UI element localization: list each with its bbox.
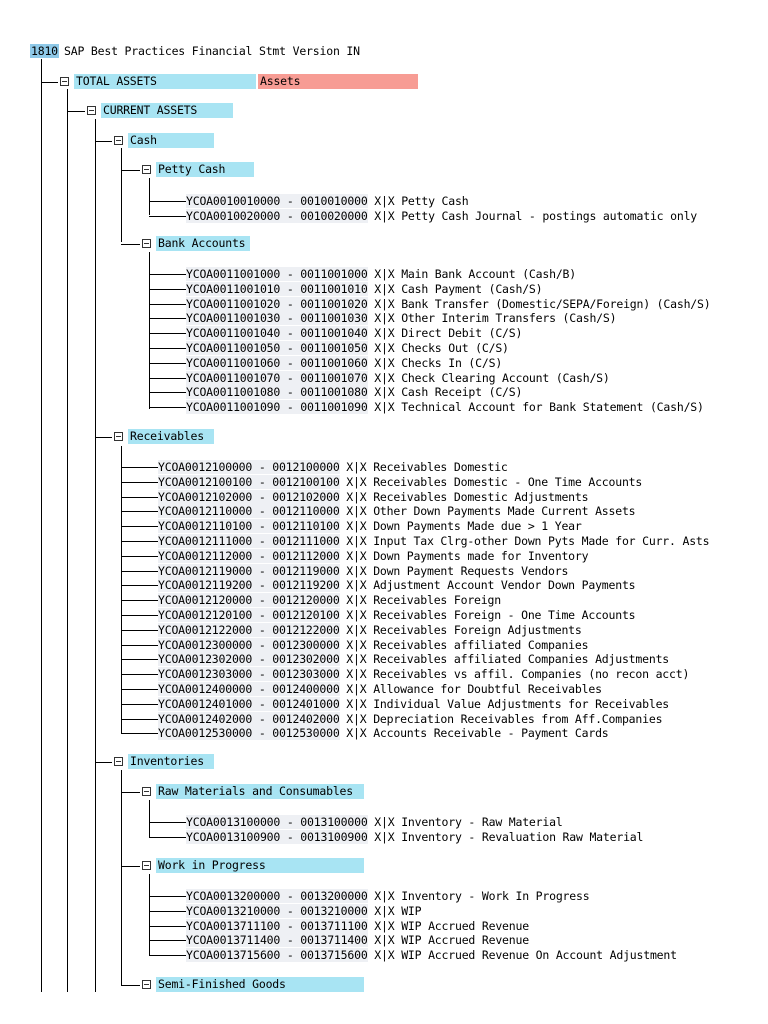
gl-account-text: Allowance for Doubtful Receivables [373,682,602,696]
collapse-icon[interactable] [60,77,69,86]
tree-line [121,615,158,616]
tree-line [121,792,140,793]
gl-account-range: YCOA0011001010 - 0011001010 [186,282,368,296]
tree-line [149,940,186,941]
gl-account-range: YCOA0011001060 - 0011001060 [186,356,368,370]
gl-account-text: Receivables Foreign - One Time Accounts [373,608,636,622]
debit-credit-flags: X|X [346,623,367,637]
gl-account-row[interactable] [186,282,542,296]
tree-line [149,837,186,838]
gl-account-text: Accounts Receivable - Payment Cards [373,726,609,740]
tree-line [149,874,150,956]
gl-account-range: YCOA0012110000 - 0012110000 [158,504,340,518]
tree-line [121,585,158,586]
debit-credit-flags: X|X [374,209,395,223]
gl-account-text: Inventory - Raw Material [401,815,563,829]
tree-line [149,274,186,275]
gl-account-text: Down Payments made for Inventory [373,549,589,563]
gl-account-row[interactable] [186,311,616,325]
gl-account-text: Receivables Domestic - One Time Accounts [373,475,643,489]
gl-account-row[interactable] [158,564,568,578]
debit-credit-flags: X|X [374,356,395,370]
gl-account-range: YCOA0012530000 - 0012530000 [158,726,340,740]
tree-line [149,333,186,334]
gl-account-text: Depreciation Receivables from Aff.Companies [373,712,663,726]
tree-line [149,289,186,290]
gl-account-row[interactable] [186,297,710,311]
tree-line [149,800,150,837]
tree-line [121,689,158,690]
gl-account-row[interactable] [158,504,635,518]
gl-account-range: YCOA0013210000 - 0013210000 [186,904,368,918]
gl-account-range: YCOA0011001000 - 0011001000 [186,267,368,281]
gl-account-range: YCOA0011001050 - 0011001050 [186,341,368,355]
collapse-icon[interactable] [114,757,123,766]
gl-account-text: Receivables affiliated Companies Adjustments [373,652,670,666]
gl-account-text: Direct Debit (C/S) [401,326,523,340]
node-petty-cash[interactable]: Petty Cash [156,162,254,177]
tree-line [149,201,186,202]
tree-line [121,659,158,660]
tree-line [149,252,150,409]
debit-credit-flags: X|X [374,311,395,325]
gl-account-range: YCOA0012402000 - 0012402000 [158,712,340,726]
gl-account-text: Down Payment Requests Vendors [373,564,569,578]
gl-account-row[interactable] [158,638,588,652]
gl-account-text: Bank Transfer (Domestic/SEPA/Foreign) (Cash/S) [401,297,711,311]
node-inventories[interactable]: Inventories [128,754,214,769]
gl-account-row[interactable] [158,697,669,711]
tree-line [121,630,158,631]
tree-line [121,482,158,483]
debit-credit-flags: X|X [374,282,395,296]
gl-account-range: YCOA0013100000 - 0013100000 [186,815,368,829]
tree-line [121,446,122,734]
tree-line [121,600,158,601]
collapse-icon[interactable] [114,432,123,441]
tree-line [121,526,158,527]
tree-line [121,541,158,542]
gl-account-range: YCOA0012100000 - 0012100000 [158,460,340,474]
gl-account-row[interactable] [158,490,588,504]
gl-account-range: YCOA0012401000 - 0012401000 [158,697,340,711]
gl-account-row[interactable] [186,889,589,903]
node-total-assets[interactable]: TOTAL ASSETS [74,74,256,89]
fsv-id: 1810 [31,44,58,58]
gl-account-range: YCOA0012120100 - 0012120100 [158,608,340,622]
gl-account-range: YCOA0013200000 - 0013200000 [186,889,368,903]
node-bank-accounts[interactable]: Bank Accounts [156,236,250,251]
gl-account-row[interactable] [186,326,522,340]
gl-account-row[interactable] [158,667,689,681]
gl-account-text: Petty Cash [401,194,469,208]
gl-account-row[interactable] [158,534,709,548]
gl-account-range: YCOA0012302000 - 0012302000 [158,652,340,666]
tree-line [149,363,186,364]
gl-account-range: YCOA0011001080 - 0011001080 [186,385,368,399]
debit-credit-flags: X|X [374,919,395,933]
debit-credit-flags: X|X [346,608,367,622]
fsv-title: SAP Best Practices Financial Stmt Version IN [64,44,360,58]
tree-line [149,955,186,956]
gl-account-range: YCOA0012122000 - 0012122000 [158,623,340,637]
collapse-icon[interactable] [87,106,96,115]
node-semi-finished-goods[interactable]: Semi-Finished Goods [156,977,364,992]
gl-account-text: Input Tax Clrg-other Down Pyts Made for Curr. Asts [373,534,710,548]
debit-credit-flags: X|X [346,712,367,726]
gl-account-text: WIP Accrued Revenue On Account Adjustment [401,948,677,962]
tree-line [149,911,186,912]
gl-account-range: YCOA0013715600 - 0013715600 [186,948,368,962]
gl-account-text: Technical Account for Bank Statement (Cash/S) [401,400,704,414]
gl-account-row[interactable] [158,460,508,474]
tree-line [121,148,122,242]
collapse-icon[interactable] [114,136,123,145]
gl-account-range: YCOA0012102000 - 0012102000 [158,490,340,504]
gl-account-range: YCOA0010010000 - 0010010000 [186,194,368,208]
gl-account-row[interactable] [158,608,635,622]
tree-line [41,82,58,83]
gl-account-text: Main Bank Account (Cash/B) [401,267,577,281]
debit-credit-flags: X|X [346,475,367,489]
gl-account-row[interactable] [158,519,582,533]
tree-line [149,407,186,408]
gl-account-text: Checks Out (C/S) [401,341,509,355]
gl-account-row[interactable] [186,933,529,947]
node-total-assets-desc: Assets [258,74,418,89]
tree-line [149,896,186,897]
gl-account-row[interactable] [186,815,563,829]
gl-account-text: Receivables Domestic Adjustments [373,490,589,504]
tree-line [149,822,186,823]
gl-account-row[interactable] [186,948,677,962]
tree-line [121,497,158,498]
debit-credit-flags: X|X [374,830,395,844]
gl-account-text: Receivables Foreign Adjustments [373,623,582,637]
gl-account-text: WIP [401,904,422,918]
debit-credit-flags: X|X [374,904,395,918]
tree-line [121,674,158,675]
gl-account-row[interactable] [186,919,529,933]
debit-credit-flags: X|X [346,534,367,548]
collapse-icon[interactable] [142,165,151,174]
gl-account-row[interactable] [158,549,588,563]
gl-account-text: Cash Payment (Cash/S) [401,282,543,296]
debit-credit-flags: X|X [346,593,367,607]
tree-line [121,733,158,734]
collapse-icon[interactable] [142,980,151,989]
debit-credit-flags: X|X [346,490,367,504]
gl-account-row[interactable] [186,371,610,385]
tree-line [121,719,158,720]
tree-line [121,866,140,867]
collapse-icon[interactable] [142,861,151,870]
gl-account-row[interactable] [186,341,509,355]
node-receivables[interactable]: Receivables [128,429,214,444]
gl-account-text: Other Down Payments Made Current Assets [373,504,636,518]
tree-line [95,119,96,992]
gl-account-row[interactable] [158,475,642,489]
tree-line [149,216,186,217]
debit-credit-flags: X|X [374,889,395,903]
tree-line [121,770,122,986]
gl-account-row[interactable] [186,400,704,414]
gl-account-row[interactable] [158,593,501,607]
gl-account-range: YCOA0012110100 - 0012110100 [158,519,340,533]
gl-account-range: YCOA0011001040 - 0011001040 [186,326,368,340]
gl-account-row[interactable] [186,209,697,223]
tree-line [149,178,150,215]
debit-credit-flags: X|X [346,726,367,740]
tree-line [121,556,158,557]
gl-account-range: YCOA0011001070 - 0011001070 [186,371,368,385]
node-work-in-progress[interactable]: Work in Progress [156,858,364,873]
debit-credit-flags: X|X [374,400,395,414]
debit-credit-flags: X|X [346,638,367,652]
gl-account-range: YCOA0011001020 - 0011001020 [186,297,368,311]
tree-line [149,304,186,305]
debit-credit-flags: X|X [346,697,367,711]
gl-account-range: YCOA0013100900 - 0013100900 [186,830,368,844]
gl-account-row[interactable] [186,267,576,281]
tree-line [121,170,140,171]
gl-account-range: YCOA0011001090 - 0011001090 [186,400,368,414]
debit-credit-flags: X|X [374,297,395,311]
gl-account-range: YCOA0012119200 - 0012119200 [158,578,340,592]
gl-account-text: Individual Value Adjustments for Receivables [373,697,670,711]
gl-account-text: Cash Receipt (C/S) [401,385,523,399]
node-raw-materials[interactable]: Raw Materials and Consumables [156,784,364,799]
debit-credit-flags: X|X [374,815,395,829]
gl-account-row[interactable] [158,726,609,740]
gl-account-text: Checks In (C/S) [401,356,503,370]
debit-credit-flags: X|X [374,267,395,281]
gl-account-row[interactable] [158,623,582,637]
gl-account-text: Other Interim Transfers (Cash/S) [401,311,617,325]
gl-account-row[interactable] [158,712,662,726]
gl-account-text: Receivables Foreign [373,593,501,607]
collapse-icon[interactable] [142,239,151,248]
gl-account-range: YCOA0012300000 - 0012300000 [158,638,340,652]
tree-line [95,762,112,763]
gl-account-row[interactable] [186,385,522,399]
gl-account-range: YCOA0011001030 - 0011001030 [186,311,368,325]
gl-account-range: YCOA0012119000 - 0012119000 [158,564,340,578]
debit-credit-flags: X|X [346,564,367,578]
gl-account-text: Adjustment Account Vendor Down Payments [373,578,636,592]
tree-line [149,378,186,379]
gl-account-range: YCOA0012400000 - 0012400000 [158,682,340,696]
gl-account-text: Check Clearing Account (Cash/S) [401,371,610,385]
gl-account-row[interactable] [158,682,602,696]
tree-line [95,437,112,438]
gl-account-text: Receivables Domestic [373,460,508,474]
debit-credit-flags: X|X [374,933,395,947]
gl-account-text: Inventory - Work In Progress [401,889,590,903]
gl-account-row[interactable] [186,830,643,844]
tree-line [95,141,112,142]
gl-account-range: YCOA0013711400 - 0013711400 [186,933,368,947]
gl-account-text: Inventory - Revaluation Raw Material [401,830,644,844]
debit-credit-flags: X|X [374,326,395,340]
debit-credit-flags: X|X [374,371,395,385]
gl-account-range: YCOA0012112000 - 0012112000 [158,549,340,563]
tree-line [121,985,140,986]
gl-account-row[interactable] [186,194,468,208]
tree-line [149,348,186,349]
tree-line [149,926,186,927]
node-current-assets[interactable]: CURRENT ASSETS [101,103,233,118]
tree-line [121,244,140,245]
gl-account-range: YCOA0012100100 - 0012100100 [158,475,340,489]
gl-account-text: WIP Accrued Revenue [401,919,529,933]
tree-line [67,111,85,112]
tree-line [121,704,158,705]
debit-credit-flags: X|X [346,682,367,696]
collapse-icon[interactable] [142,787,151,796]
gl-account-range: YCOA0012303000 - 0012303000 [158,667,340,681]
tree-line [121,645,158,646]
tree-line [149,392,186,393]
gl-account-text: Petty Cash Journal - postings automatic only [401,209,698,223]
gl-account-range: YCOA0012120000 - 0012120000 [158,593,340,607]
debit-credit-flags: X|X [374,385,395,399]
debit-credit-flags: X|X [346,652,367,666]
tree-line [121,571,158,572]
debit-credit-flags: X|X [346,667,367,681]
gl-account-range: YCOA0013711100 - 0013711100 [186,919,368,933]
gl-account-text: Down Payments Made due > 1 Year [373,519,582,533]
gl-account-row[interactable] [186,904,421,918]
node-cash[interactable]: Cash [128,133,214,148]
gl-account-text: WIP Accrued Revenue [401,933,529,947]
tree-line [67,89,68,992]
debit-credit-flags: X|X [346,549,367,563]
tree-line [121,467,158,468]
gl-account-text: Receivables affiliated Companies [373,638,589,652]
tree-line [149,318,186,319]
debit-credit-flags: X|X [374,948,395,962]
debit-credit-flags: X|X [374,341,395,355]
gl-account-range: YCOA0012111000 - 0012111000 [158,534,340,548]
gl-account-text: Receivables vs affil. Companies (no recon acct) [373,667,690,681]
tree-line [41,59,42,992]
debit-credit-flags: X|X [346,460,367,474]
gl-account-row[interactable] [158,578,635,592]
gl-account-row[interactable] [186,356,502,370]
tree-line [121,511,158,512]
debit-credit-flags: X|X [346,504,367,518]
debit-credit-flags: X|X [346,578,367,592]
gl-account-row[interactable] [158,652,669,666]
gl-account-range: YCOA0010020000 - 0010020000 [186,209,368,223]
debit-credit-flags: X|X [374,194,395,208]
debit-credit-flags: X|X [346,519,367,533]
